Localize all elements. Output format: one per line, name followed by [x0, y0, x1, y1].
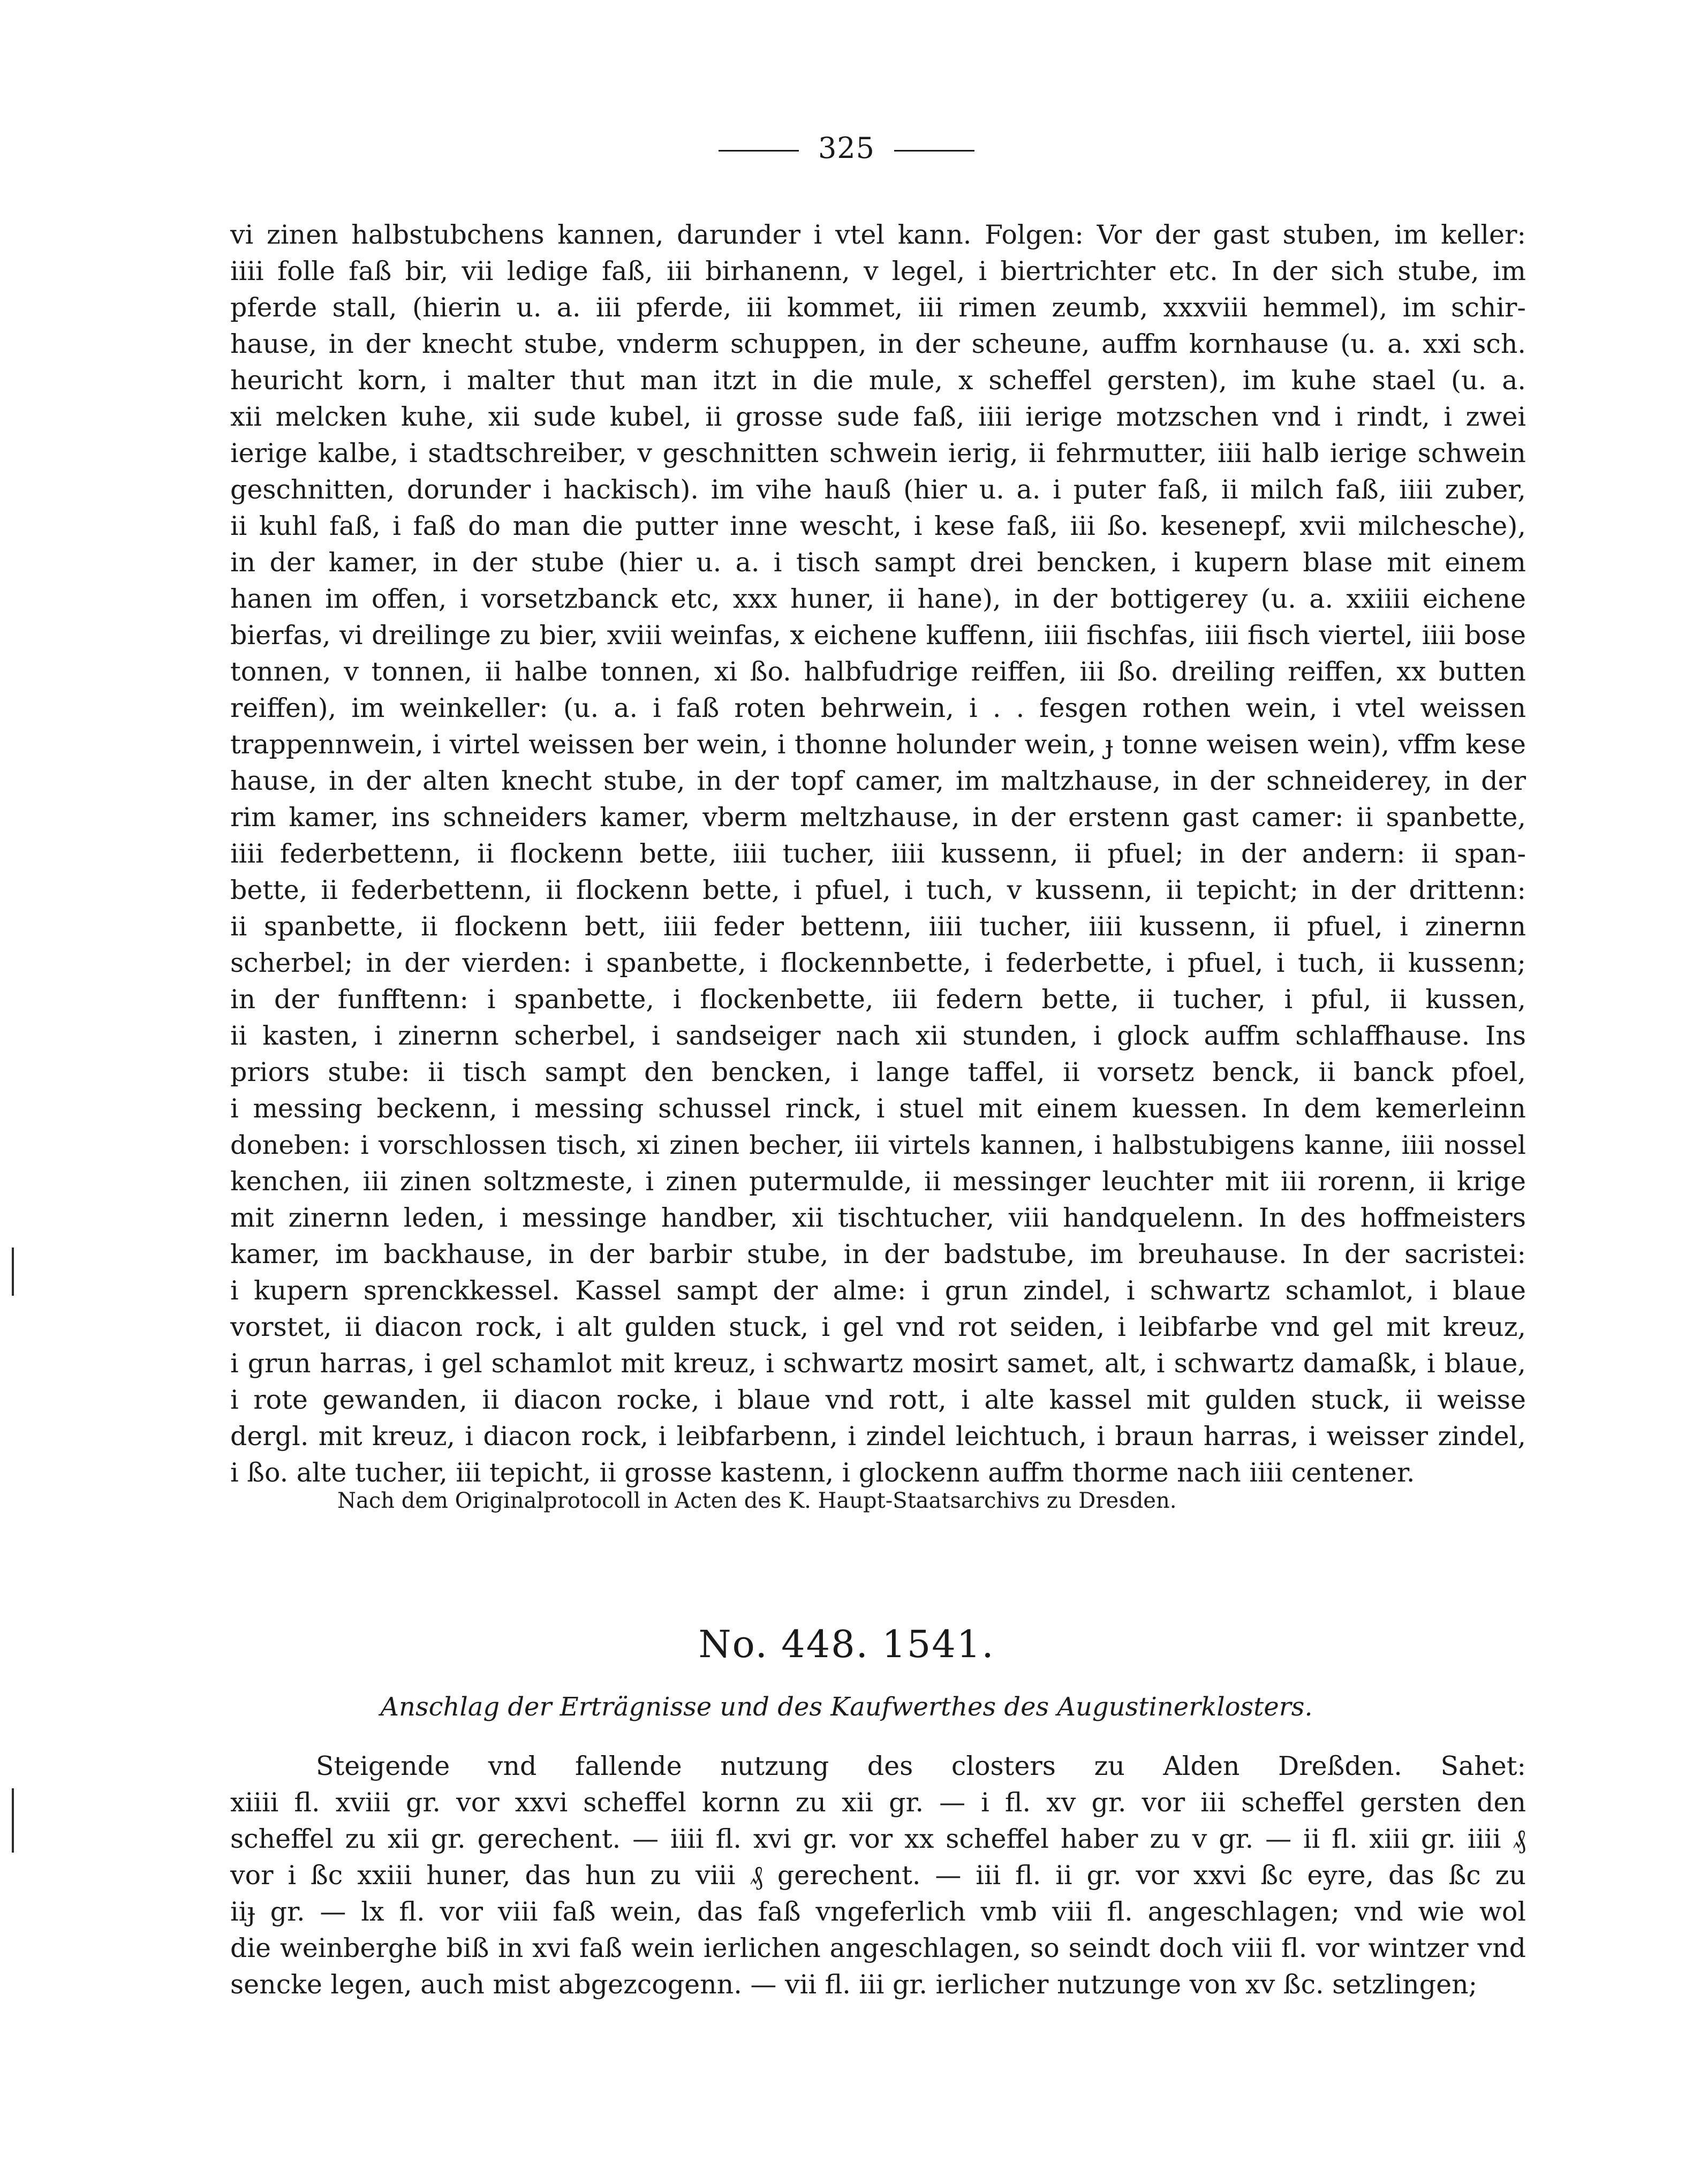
text-line: mit zinernn leden, i messinge handber, xii tischtucher, viii handquelenn. In des hoffmeisters	[230, 1203, 1526, 1233]
margin-scan-mark	[12, 1248, 14, 1296]
text-line: vi zinen halbstubchens kannen, darunder i vtel kann. Folgen: Vor der gast stuben, im keller:	[230, 220, 1526, 250]
text-line: reiffen), im weinkeller: (u. a. i faß roten behrwein, i . . fesgen rothen wein, i vtel weissen	[230, 693, 1526, 723]
page-number-rule-right	[894, 150, 974, 152]
text-line: hause, in der knecht stube, vnderm schuppen, in der scheune, auffm kornhause (u. a. xxi sch.	[230, 329, 1526, 359]
text-line: kamer, im backhause, in der barbir stube, in der badstube, im breuhause. In der sacristei:	[230, 1239, 1526, 1269]
text-line: iiii folle faß bir, vii ledige faß, iii birhanenn, v legel, i biertrichter etc. In der sich stube, im	[230, 256, 1526, 286]
text-line: heuricht korn, i malter thut man itzt in die mule, x scheffel gersten), im kuhe stael (u. a.	[230, 365, 1526, 396]
page-number	[0, 131, 1693, 165]
text-line: hause, in der alten knecht stube, in der topf camer, im maltzhause, in der schneiderey, in der	[230, 766, 1526, 796]
text-line: dergl. mit kreuz, i diacon rock, i leibfarbenn, i zindel leichtuch, i braun harras, i weisser zindel,	[230, 1421, 1526, 1452]
text-line: vorstet, ii diacon rock, i alt gulden stuck, i gel vnd rot seiden, i leibfarbe vnd gel mit kreuz,	[230, 1312, 1526, 1342]
text-line: in der funfftenn: i spanbette, i flockenbette, iii federn bette, ii tucher, i pful, ii kussen,	[230, 984, 1526, 1015]
text-line: bette, ii federbettenn, ii flockenn bette, i pfuel, i tuch, v kussenn, ii tepicht; in der drittenn:	[230, 875, 1526, 905]
document-heading: No. 448. 1541.	[698, 1622, 995, 1666]
inventory-text-block	[230, 217, 1526, 1491]
text-line: rim kamer, ins schneiders kamer, vberm meltzhause, in der erstenn gast camer: ii spanbette,	[230, 802, 1526, 833]
page-number-value: 325	[818, 131, 875, 165]
source-note: Nach dem Originalprotocoll in Acten des K. Haupt-Staatsarchivs zu Dresden.	[337, 1488, 1177, 1513]
text-line: trappennwein, i virtel weissen ber wein, i thonne holunder wein, ɟ tonne weisen wein), vffm kese	[230, 729, 1526, 760]
text-line: xii melcken kuhe, xii sude kubel, ii grosse sude faß, iiii ierige motzschen vnd i rindt, i zwei	[230, 402, 1526, 432]
text-line: ii kasten, i zinernn scherbel, i sandseiger nach xii stunden, i glock auffm schlaffhause. Ins	[230, 1021, 1526, 1051]
text-line: xiiii fl. xviii gr. vor xxvi scheffel kornn zu xii gr. — i fl. xv gr. vor iii scheffel gersten den	[230, 1787, 1526, 1818]
text-line: kenchen, iii zinen soltzmeste, i zinen putermulde, ii messinger leuchter mit iii rorenn, ii krige	[230, 1166, 1526, 1197]
text-line: tonnen, v tonnen, ii halbe tonnen, xi ßo. halbfudrige reiffen, iii ßo. dreiling reiffen, xx butten	[230, 656, 1526, 687]
text-line: scherbel; in der vierden: i spanbette, i flockennbette, i federbette, i pfuel, i tuch, ii kussenn;	[230, 948, 1526, 978]
text-line: bierfas, vi dreilinge zu bier, xviii weinfas, x eichene kuffenn, iiii fischfas, iiii fisch viertel, iiii bose	[230, 620, 1526, 651]
text-line: i kupern sprenckkessel. Kassel sampt der alme: i grun zindel, i schwartz schamlot, i blaue	[230, 1275, 1526, 1306]
text-line: pferde stall, (hierin u. a. iii pferde, iii kommet, iii rimen zeumb, xxxviii hemmel), im schir-	[230, 292, 1526, 323]
text-line: Steigende vnd fallende nutzung des closters zu Alden Dreßden. Sahet:	[316, 1751, 1526, 1781]
text-line: vor i ßc xxiii huner, das hun zu viii ₰ gerechent. — iii fl. ii gr. vor xxvi ßc eyre, das ßc zu	[230, 1860, 1526, 1891]
text-line: scheffel zu xii gr. gerechent. — iiii fl. xvi gr. vor xx scheffel haber zu v gr. — ii fl. xiii gr. iiii ₰	[230, 1824, 1526, 1854]
text-line: hanen im offen, i vorsetzbanck etc, xxx huner, ii hane), in der bottigerey (u. a. xxiiii eichene	[230, 584, 1526, 614]
text-line: iiɟ gr. — lx fl. vor viii faß wein, das faß vngeferlich vmb viii fl. angeschlagen; vnd wie wol	[230, 1896, 1526, 1927]
text-line: ii kuhl faß, i faß do man die putter inne wescht, i kese faß, iii ßo. kesenepf, xvii milchesche),	[230, 511, 1526, 541]
text-line: iiii federbettenn, ii flockenn bette, iiii tucher, iiii kussenn, ii pfuel; in der andern: ii span-	[230, 838, 1526, 869]
document-text-block	[230, 1748, 1526, 2003]
text-line: i grun harras, i gel schamlot mit kreuz, i schwartz mosirt samet, alt, i schwartz damaßk, i blaue,	[230, 1348, 1526, 1379]
text-line: ii spanbette, ii flockenn bett, iiii feder bettenn, iiii tucher, iiii kussenn, ii pfuel, i zinernn	[230, 911, 1526, 942]
text-line: geschnitten, dorunder i hackisch). im vihe hauß (hier u. a. i puter faß, ii milch faß, iiii zuber,	[230, 474, 1526, 505]
text-line: i messing beckenn, i messing schussel rinck, i stuel mit einem kuessen. In dem kemerleinn	[230, 1093, 1526, 1124]
page-number-rule-left	[719, 150, 799, 152]
margin-scan-mark	[12, 1788, 14, 1853]
text-line: doneben: i vorschlossen tisch, xi zinen becher, iii virtels kannen, i halbstubigens kanne, iiii nossel	[230, 1130, 1526, 1160]
text-line: i ßo. alte tucher, iii tepicht, ii grosse kastenn, i glockenn auffm thorme nach iiii centener.	[230, 1457, 1415, 1488]
text-line: priors stube: ii tisch sampt den bencken, i lange taffel, ii vorsetz benck, ii banck pfoel,	[230, 1057, 1526, 1087]
text-line: die weinberghe biß in xvi faß wein ierlichen angeschlagen, so seindt doch viii fl. vor wintzer vnd	[230, 1933, 1526, 1963]
text-line: ierige kalbe, i stadtschreiber, v geschnitten schwein ierig, ii fehrmutter, iiii halb ierige schwein	[230, 438, 1526, 468]
text-line: sencke legen, auch mist abgezcogenn. — vii fl. iii gr. ierlicher nutzunge von xv ßc. setzlingen;	[230, 1969, 1478, 2000]
text-line: in der kamer, in der stube (hier u. a. i tisch sampt drei bencken, i kupern blase mit einem	[230, 547, 1526, 578]
document-subtitle: Anschlag der Erträgnisse und des Kaufwerthes des Augustinerklosters.	[380, 1692, 1313, 1722]
text-line: i rote gewanden, ii diacon rocke, i blaue vnd rott, i alte kassel mit gulden stuck, ii weisse	[230, 1385, 1526, 1415]
